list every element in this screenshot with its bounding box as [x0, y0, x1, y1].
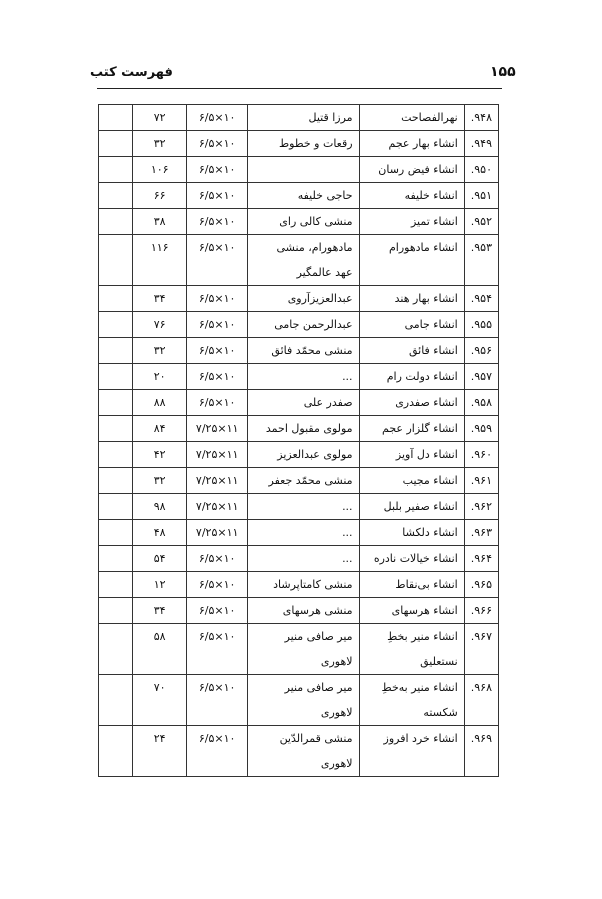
author-cell-line: ... — [342, 552, 353, 565]
book-title-cell-line: انشاء مادهورام — [388, 241, 458, 254]
author-cell-line — [254, 157, 352, 182]
remarks-cell — [99, 442, 133, 468]
pages-cell: ۳۴ — [133, 598, 187, 624]
table-row — [99, 572, 499, 598]
table-row — [99, 286, 499, 312]
row-number-cell: ۹۵۵. — [464, 312, 498, 338]
pages-cell: ۲۴ — [133, 726, 187, 777]
row-number-cell: ۹۵۲. — [464, 209, 498, 235]
size-cell: ۱۰×۶/۵ — [187, 105, 248, 131]
size-cell: ۱۰×۶/۵ — [187, 364, 248, 390]
remarks-cell — [99, 468, 133, 494]
author-cell — [248, 726, 359, 777]
remarks-cell — [99, 338, 133, 364]
author-cell — [248, 183, 359, 209]
size-cell: ۱۱×۷/۲۵ — [187, 442, 248, 468]
row-number-cell: ۹۶۶. — [464, 598, 498, 624]
author-cell-line: منشی هرسهای — [282, 604, 353, 617]
book-title-cell — [359, 338, 464, 364]
author-cell-line: منشی محمّد فائق — [271, 344, 353, 357]
size-cell: ۱۰×۶/۵ — [187, 624, 248, 675]
author-cell-line: ... — [342, 526, 353, 539]
row-number-cell: ۹۴۸. — [464, 105, 498, 131]
table-row — [99, 157, 499, 183]
row-number-cell: ۹۶۲. — [464, 494, 498, 520]
book-title-cell-line: انشاء بهار عجم — [388, 137, 458, 150]
table-row — [99, 726, 499, 777]
book-title-cell-line: انشاء خیالات نادره — [373, 552, 458, 565]
remarks-cell — [99, 312, 133, 338]
row-number-cell: ۹۶۰. — [464, 442, 498, 468]
author-cell-line: منشی محمّد جعفر — [268, 474, 353, 487]
book-title-cell — [359, 131, 464, 157]
pages-cell: ۳۲ — [133, 468, 187, 494]
author-cell-line: مرزا قتیل — [308, 111, 353, 124]
table-row — [99, 624, 499, 675]
author-cell-line: عهد عالمگیر — [296, 266, 353, 279]
author-cell — [248, 312, 359, 338]
book-title-cell-line: انشاء فیض رسان — [378, 163, 458, 176]
book-title-cell — [359, 416, 464, 442]
row-number-cell: ۹۴۹. — [464, 131, 498, 157]
book-title-cell-line: انشاء منیر بخطِ — [387, 630, 458, 643]
remarks-cell — [99, 416, 133, 442]
running-title: فهرست کتب — [90, 65, 173, 80]
row-number-cell: ۹۵۴. — [464, 286, 498, 312]
remarks-cell — [99, 546, 133, 572]
pages-cell: ۴۲ — [133, 442, 187, 468]
size-cell: ۱۰×۶/۵ — [187, 598, 248, 624]
author-cell — [248, 390, 359, 416]
table-row — [99, 390, 499, 416]
book-title-cell-line: انشاء دلکشا — [402, 526, 458, 539]
book-title-cell — [359, 364, 464, 390]
book-title-cell-line: انشاء دل آویز — [395, 448, 458, 461]
remarks-cell — [99, 494, 133, 520]
book-title-cell — [359, 675, 464, 726]
size-cell: ۱۰×۶/۵ — [187, 235, 248, 286]
table-row — [99, 546, 499, 572]
author-cell-line: عبدالعزیزآروی — [287, 292, 353, 305]
pages-cell: ۳۴ — [133, 286, 187, 312]
book-title-cell — [359, 390, 464, 416]
row-number-cell: ۹۵۰. — [464, 157, 498, 183]
author-cell — [248, 338, 359, 364]
book-title-cell — [359, 157, 464, 183]
book-title-cell — [359, 520, 464, 546]
size-cell: ۱۰×۶/۵ — [187, 546, 248, 572]
author-cell-line: صفدر علی — [303, 396, 353, 409]
size-cell: ۱۰×۶/۵ — [187, 157, 248, 183]
author-cell-line: ... — [342, 500, 353, 513]
book-title-cell — [359, 726, 464, 777]
author-cell — [248, 157, 359, 183]
remarks-cell — [99, 598, 133, 624]
author-cell-line: لاهوری — [320, 757, 353, 770]
book-title-cell-line: انشاء تمیز — [410, 215, 458, 228]
book-title-cell — [359, 235, 464, 286]
page-number: ۱۵۵ — [490, 64, 516, 80]
table-row — [99, 598, 499, 624]
row-number-cell: ۹۶۳. — [464, 520, 498, 546]
book-title-cell — [359, 183, 464, 209]
remarks-cell — [99, 624, 133, 675]
pages-cell: ۳۲ — [133, 131, 187, 157]
pages-cell: ۵۴ — [133, 546, 187, 572]
size-cell: ۱۰×۶/۵ — [187, 572, 248, 598]
size-cell: ۱۱×۷/۲۵ — [187, 416, 248, 442]
book-title-cell-line: شکسته — [423, 706, 458, 719]
table-row — [99, 131, 499, 157]
table-row — [99, 675, 499, 726]
book-title-cell — [359, 468, 464, 494]
book-title-cell-line: انشاء خرد افروز — [383, 732, 458, 745]
table-row — [99, 520, 499, 546]
book-title-cell-line: انشاء دولت رام — [386, 370, 458, 383]
author-cell — [248, 442, 359, 468]
author-cell-line: مولوی مقبول احمد — [265, 422, 353, 435]
row-number-cell: ۹۵۱. — [464, 183, 498, 209]
pages-cell: ۱۱۶ — [133, 235, 187, 286]
book-title-cell — [359, 105, 464, 131]
author-cell — [248, 546, 359, 572]
size-cell: ۱۰×۶/۵ — [187, 209, 248, 235]
author-cell — [248, 105, 359, 131]
book-title-cell-line: انشاء صفدری — [395, 396, 458, 409]
size-cell: ۱۱×۷/۲۵ — [187, 520, 248, 546]
book-title-cell-line: انشاء گلزار عجم — [382, 422, 458, 435]
remarks-cell — [99, 726, 133, 777]
pages-cell: ۷۶ — [133, 312, 187, 338]
book-title-cell-line: نستعلیق — [420, 655, 458, 668]
author-cell — [248, 286, 359, 312]
row-number-cell: ۹۶۹. — [464, 726, 498, 777]
author-cell-line: منشی قمرالدّین — [279, 732, 353, 745]
book-title-cell — [359, 312, 464, 338]
table-row — [99, 183, 499, 209]
book-title-cell — [359, 546, 464, 572]
book-title-cell — [359, 572, 464, 598]
size-cell: ۱۰×۶/۵ — [187, 390, 248, 416]
remarks-cell — [99, 286, 133, 312]
author-cell-line: میر صافی منیر — [284, 681, 353, 694]
table-row — [99, 235, 499, 286]
remarks-cell — [99, 105, 133, 131]
pages-cell: ۳۸ — [133, 209, 187, 235]
remarks-cell — [99, 364, 133, 390]
pages-cell: ۸۴ — [133, 416, 187, 442]
table-row — [99, 338, 499, 364]
book-title-cell-line: انشاء خلیفه — [404, 189, 458, 202]
author-cell-line: ... — [342, 370, 353, 383]
table-row — [99, 416, 499, 442]
size-cell: ۱۰×۶/۵ — [187, 286, 248, 312]
author-cell-line: میر صافی منیر — [284, 630, 353, 643]
row-number-cell: ۹۶۷. — [464, 624, 498, 675]
size-cell: ۱۱×۷/۲۵ — [187, 494, 248, 520]
author-cell-line: حاجی خلیفه — [297, 189, 353, 202]
book-title-cell — [359, 494, 464, 520]
author-cell — [248, 416, 359, 442]
book-title-cell — [359, 442, 464, 468]
pages-cell: ۷۰ — [133, 675, 187, 726]
table-row — [99, 494, 499, 520]
row-number-cell: ۹۵۹. — [464, 416, 498, 442]
pages-cell: ۶۶ — [133, 183, 187, 209]
catalog-body — [99, 105, 499, 777]
book-title-cell-line: انشاء مجیب — [402, 474, 458, 487]
author-cell — [248, 624, 359, 675]
pages-cell: ۱۰۶ — [133, 157, 187, 183]
remarks-cell — [99, 157, 133, 183]
book-title-cell — [359, 598, 464, 624]
author-cell-line: لاهوری — [320, 655, 353, 668]
pages-cell: ۲۰ — [133, 364, 187, 390]
row-number-cell: ۹۶۱. — [464, 468, 498, 494]
remarks-cell — [99, 390, 133, 416]
table-row — [99, 312, 499, 338]
row-number-cell: ۹۶۵. — [464, 572, 498, 598]
remarks-cell — [99, 183, 133, 209]
remarks-cell — [99, 675, 133, 726]
remarks-cell — [99, 572, 133, 598]
book-title-cell-line: انشاء بهار هند — [394, 292, 458, 305]
book-title-cell-line: انشاء جامی — [404, 318, 458, 331]
size-cell: ۱۰×۶/۵ — [187, 726, 248, 777]
book-title-cell-line: نهرالفصاحت — [401, 111, 458, 124]
row-number-cell: ۹۶۸. — [464, 675, 498, 726]
book-title-cell-line: انشاء منیر به‌خطِ — [381, 681, 458, 694]
book-title-cell — [359, 286, 464, 312]
size-cell: ۱۰×۶/۵ — [187, 675, 248, 726]
remarks-cell — [99, 209, 133, 235]
author-cell — [248, 675, 359, 726]
pages-cell: ۳۲ — [133, 338, 187, 364]
size-cell: ۱۰×۶/۵ — [187, 131, 248, 157]
table-row — [99, 468, 499, 494]
size-cell: ۱۰×۶/۵ — [187, 183, 248, 209]
size-cell: ۱۰×۶/۵ — [187, 338, 248, 364]
remarks-cell — [99, 520, 133, 546]
pages-cell: ۷۲ — [133, 105, 187, 131]
author-cell — [248, 494, 359, 520]
author-cell — [248, 235, 359, 286]
author-cell — [248, 209, 359, 235]
author-cell-line: منشی کامتاپرشاد — [273, 578, 353, 591]
pages-cell: ۱۲ — [133, 572, 187, 598]
row-number-cell: ۹۵۶. — [464, 338, 498, 364]
author-cell-line: عبدالرحمن جامی — [274, 318, 353, 331]
table-row — [99, 442, 499, 468]
author-cell — [248, 572, 359, 598]
row-number-cell: ۹۵۸. — [464, 390, 498, 416]
table-row — [99, 209, 499, 235]
author-cell-line: مادهورام، منشی — [276, 241, 353, 254]
author-cell — [248, 468, 359, 494]
table-row — [99, 105, 499, 131]
row-number-cell: ۹۶۴. — [464, 546, 498, 572]
catalog-table — [98, 104, 499, 777]
book-title-cell-line: انشاء صفیر بلبل — [383, 500, 458, 513]
size-cell: ۱۰×۶/۵ — [187, 312, 248, 338]
pages-cell: ۸۸ — [133, 390, 187, 416]
book-title-cell-line: انشاء فائق — [408, 344, 458, 357]
author-cell — [248, 598, 359, 624]
author-cell-line: منشی کالی رای — [279, 215, 353, 228]
author-cell — [248, 520, 359, 546]
book-title-cell — [359, 209, 464, 235]
author-cell-line: لاهوری — [320, 706, 353, 719]
author-cell — [248, 364, 359, 390]
table-row — [99, 364, 499, 390]
author-cell-line: مولوی عبدالعزیز — [277, 448, 353, 461]
row-number-cell: ۹۵۷. — [464, 364, 498, 390]
book-title-cell — [359, 624, 464, 675]
row-number-cell: ۹۵۳. — [464, 235, 498, 286]
author-cell-line: رقعات و خطوط — [278, 137, 353, 150]
pages-cell: ۹۸ — [133, 494, 187, 520]
size-cell: ۱۱×۷/۲۵ — [187, 468, 248, 494]
header-rule — [97, 88, 502, 89]
pages-cell: ۴۸ — [133, 520, 187, 546]
book-title-cell-line: انشاء بی‌نقاط — [395, 578, 458, 591]
author-cell — [248, 131, 359, 157]
remarks-cell — [99, 131, 133, 157]
remarks-cell — [99, 235, 133, 286]
pages-cell: ۵۸ — [133, 624, 187, 675]
book-title-cell-line: انشاء هرسهای — [391, 604, 458, 617]
